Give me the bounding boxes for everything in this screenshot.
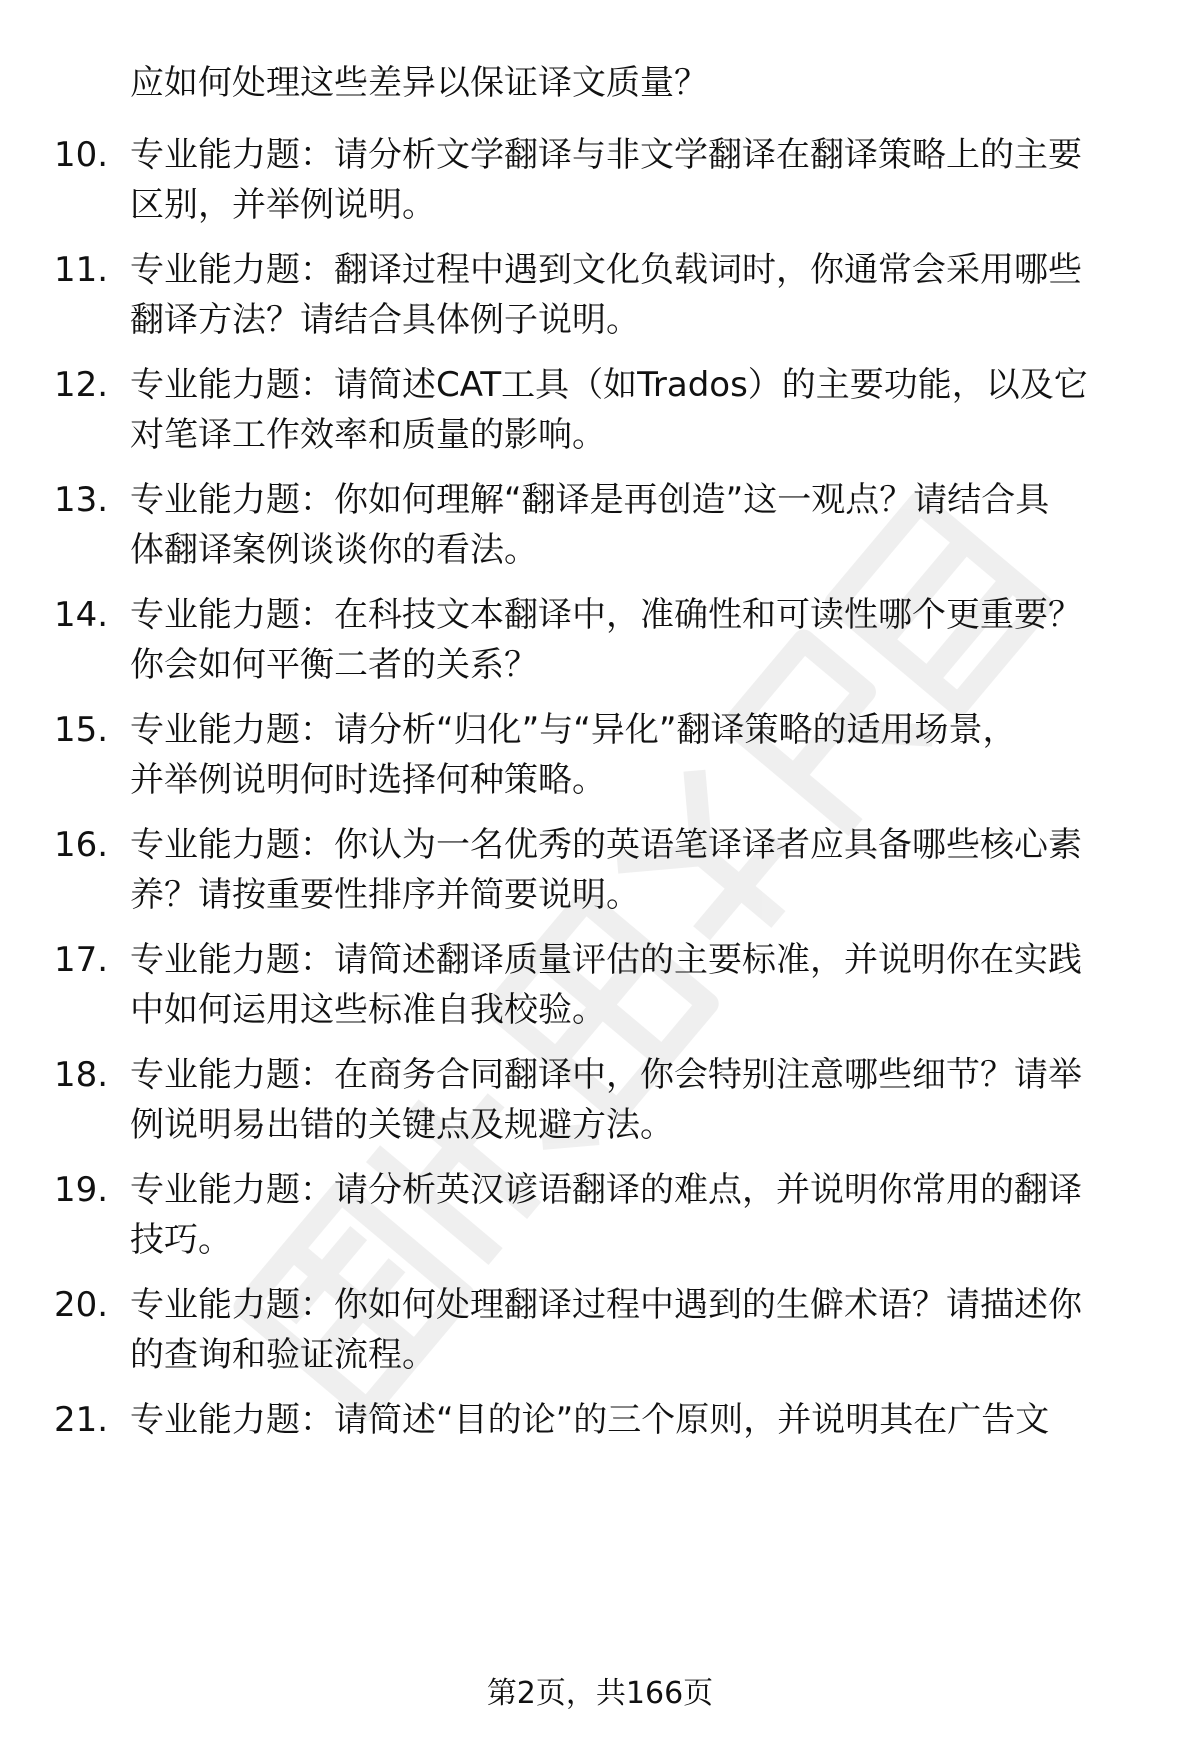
item-text bbox=[130, 1165, 1160, 1265]
item-line: 翻译方法？请结合具体例子说明。 bbox=[130, 300, 640, 340]
item-line: 专业能力题：请简述CAT工具（如Trados）的主要功能，以及它 bbox=[130, 365, 1088, 405]
item-line: 专业能力题：请简述翻译质量评估的主要标准，并说明你在实践 bbox=[130, 940, 1082, 980]
list-item bbox=[0, 590, 1200, 700]
list-item bbox=[0, 475, 1200, 585]
list-item bbox=[0, 1395, 1200, 1505]
item-line: 专业能力题：在科技文本翻译中，准确性和可读性哪个更重要？ bbox=[130, 595, 1082, 635]
item-text bbox=[130, 705, 1160, 805]
list-item bbox=[0, 820, 1200, 930]
item-line: 中如何运用这些标准自我校验。 bbox=[130, 990, 606, 1030]
item-text bbox=[130, 935, 1160, 1035]
item-line: 专业能力题：请简述“目的论”的三个原则，并说明其在广告文 bbox=[130, 1400, 1050, 1440]
item-number: 15. bbox=[54, 710, 109, 750]
item-line: 专业能力题：请分析文学翻译与非文学翻译在翻译策略上的主要 bbox=[130, 135, 1082, 175]
item-text bbox=[130, 475, 1160, 575]
list-item bbox=[0, 130, 1200, 240]
item-line: 技巧。 bbox=[130, 1220, 232, 1260]
item-line: 并举例说明何时选择何种策略。 bbox=[130, 760, 606, 800]
item-line: 专业能力题：请分析英汉谚语翻译的难点，并说明你常用的翻译 bbox=[130, 1170, 1082, 1210]
list-item bbox=[0, 245, 1200, 355]
item-number: 18. bbox=[54, 1055, 109, 1095]
item-text bbox=[130, 590, 1160, 690]
list-item bbox=[0, 1165, 1200, 1275]
item-text bbox=[130, 820, 1160, 920]
item-text bbox=[130, 1395, 1160, 1445]
item-number: 11. bbox=[54, 250, 109, 290]
item-number: 13. bbox=[54, 480, 109, 520]
item-number: 16. bbox=[54, 825, 109, 865]
page-footer: 第2页，共166页 bbox=[486, 1676, 714, 1711]
item-number: 14. bbox=[54, 595, 109, 635]
item-line: 专业能力题：你如何处理翻译过程中遇到的生僻术语？请描述你 bbox=[130, 1285, 1082, 1325]
item-line: 专业能力题：你如何理解“翻译是再创造”这一观点？请结合具 bbox=[130, 480, 1050, 520]
item-line: 专业能力题：你认为一名优秀的英语笔译译者应具备哪些核心素 bbox=[130, 825, 1082, 865]
item-number: 12. bbox=[54, 365, 109, 405]
item-line: 区别，并举例说明。 bbox=[130, 185, 436, 225]
item-number: 19. bbox=[54, 1170, 109, 1210]
continuation-line: 应如何处理这些差异以保证译文质量？ bbox=[130, 63, 708, 103]
list-item bbox=[0, 360, 1200, 470]
item-text bbox=[130, 130, 1160, 230]
list-item bbox=[0, 1050, 1200, 1160]
list-item bbox=[0, 935, 1200, 1045]
item-text bbox=[130, 1050, 1160, 1150]
item-text bbox=[130, 1280, 1160, 1380]
list-item bbox=[0, 1280, 1200, 1390]
item-line: 专业能力题：在商务合同翻译中，你会特别注意哪些细节？请举 bbox=[130, 1055, 1082, 1095]
item-line: 专业能力题：请分析“归化”与“异化”翻译策略的适用场景， bbox=[130, 710, 1017, 750]
item-text bbox=[130, 360, 1160, 460]
list-item bbox=[0, 705, 1200, 815]
item-line: 例说明易出错的关键点及规避方法。 bbox=[130, 1105, 674, 1145]
item-line: 的查询和验证流程。 bbox=[130, 1335, 436, 1375]
item-number: 10. bbox=[54, 135, 109, 175]
item-line: 养？请按重要性排序并简要说明。 bbox=[130, 875, 640, 915]
item-number: 21. bbox=[54, 1400, 109, 1440]
item-line: 对笔译工作效率和质量的影响。 bbox=[130, 415, 606, 455]
item-text bbox=[130, 245, 1160, 345]
item-number: 17. bbox=[54, 940, 109, 980]
item-line: 专业能力题：翻译过程中遇到文化负载词时，你通常会采用哪些 bbox=[130, 250, 1082, 290]
item-line: 体翻译案例谈谈你的看法。 bbox=[130, 530, 538, 570]
item-line: 你会如何平衡二者的关系？ bbox=[130, 645, 538, 685]
item-number: 20. bbox=[54, 1285, 109, 1325]
